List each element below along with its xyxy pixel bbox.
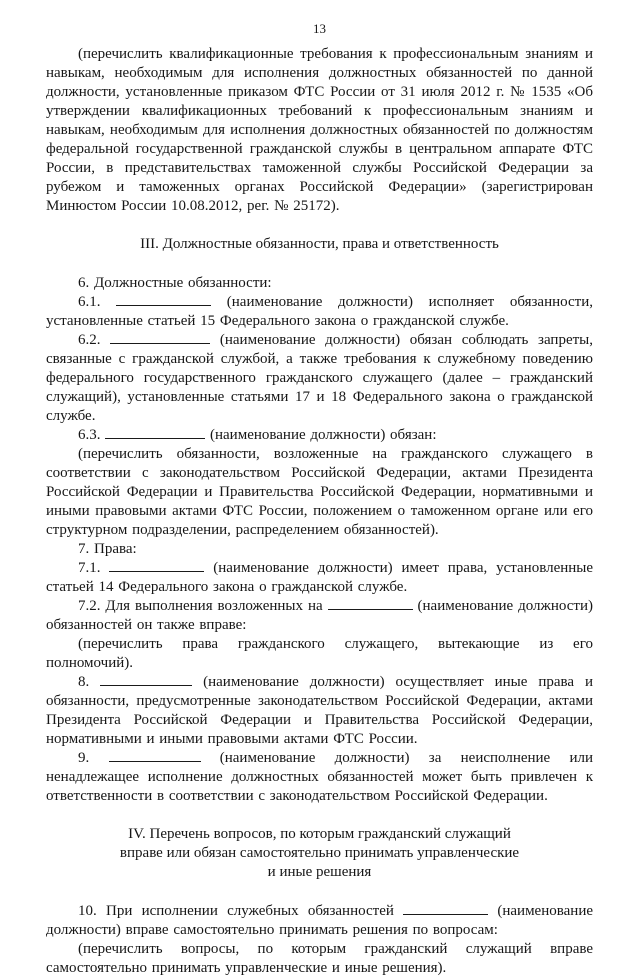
heading-line: вправе или обязан самостоятельно принимать управленческие — [119, 845, 520, 861]
item-9: 9. (наименование должности) за неисполнение или ненадлежащее исполнение должностных обязанностей может быть привлечен к ответственности в соответствии с законодательством Российской Федерации. — [46, 750, 594, 804]
item-6-1: 6.1. (наименование должности) исполняет обязанности, установленные статьей 15 Федерального закона о гражданской службе. — [46, 294, 594, 329]
list-rights-paragraph: (перечислить права гражданского служащего, вытекающие из его полномочий). — [46, 636, 593, 671]
item-7-2: 7.2. Для выполнения возложенных на (наименование должности) обязанностей он также вправе: — [46, 598, 594, 633]
page-number: 13 — [313, 21, 326, 36]
heading-line: III. Должностные обязанности, права и ответственность — [140, 236, 499, 252]
list-duties-paragraph: (перечислить обязанности, возложенные на гражданского служащего в соответствии с законодательством Российской Федерации, актами Президента Российской Федерации и Правительства Российской Федерации, нормативными и иными правовыми актами ФТС России, положением о таможенном органе или его структурном подразделении, распределением обязанностей). — [46, 446, 593, 538]
item-6: 6. Должностные обязанности: — [78, 275, 272, 291]
section-iii-heading — [46, 235, 593, 254]
item-10: 10. При исполнении служебных обязанностей (наименование должности) вправе самостоятельно принимать решения по вопросам: — [46, 903, 593, 938]
heading-line: IV. Перечень вопросов, по которым гражданский служащий — [128, 826, 511, 842]
item-8: 8. (наименование должности) осуществляет иные права и обязанности, предусмотренные законодательством Российской Федерации, актами Президента Российской Федерации и Правительства Российской Федерации, нормативными и иными правовыми актами ФТС России. — [46, 674, 594, 747]
fill-in-blank — [116, 294, 211, 306]
item-7: 7. Права: — [78, 541, 137, 557]
list-questions-paragraph: (перечислить вопросы, по которым гражданский служащий вправе самостоятельно принимать управленческие и иные решения). — [46, 941, 593, 976]
item-6-2: 6.2. (наименование должности) обязан соблюдать запреты, связанные с гражданской службой, а также требования к служебному поведению федерального государственного гражданского служащего (далее – гражданский служащий), установленные статьями 17 и 18 Федерального закона о гражданской службе. — [46, 332, 593, 424]
fill-in-blank — [105, 427, 205, 439]
section-iv-heading — [46, 825, 593, 882]
fill-in-blank — [109, 560, 204, 572]
item-6-3: 6.3. (наименование должности) обязан: — [78, 427, 437, 443]
fill-in-blank — [328, 598, 413, 610]
fill-in-blank — [109, 750, 201, 762]
document-blocks — [46, 45, 593, 978]
heading-line: и иные решения — [267, 864, 372, 880]
fill-in-blank — [110, 332, 210, 344]
qualification-requirements-paragraph: (перечислить квалификационные требования к профессиональным знаниям и навыкам, необходимым для исполнения должностных обязанностей по данной должности, установленные приказом ФТС России от 31 июля 2012 г. № 1535 «Об утверждении квалификационных требований к профессиональным знаниям и навыкам, необходимым для исполнения должностных обязанностей по должностям федеральной государственной гражданской службы в центральном аппарате ФТС России, в представительствах таможенной службы Российской Федерации за рубежом и таможенных органах Российской Федерации» (зарегистрирован Минюстом России 10.08.2012, рег. № 25172). — [46, 46, 593, 214]
fill-in-blank — [100, 674, 192, 686]
item-7-1: 7.1. (наименование должности) имеет права, установленные статьей 14 Федерального закона о гражданской службе. — [46, 560, 594, 595]
